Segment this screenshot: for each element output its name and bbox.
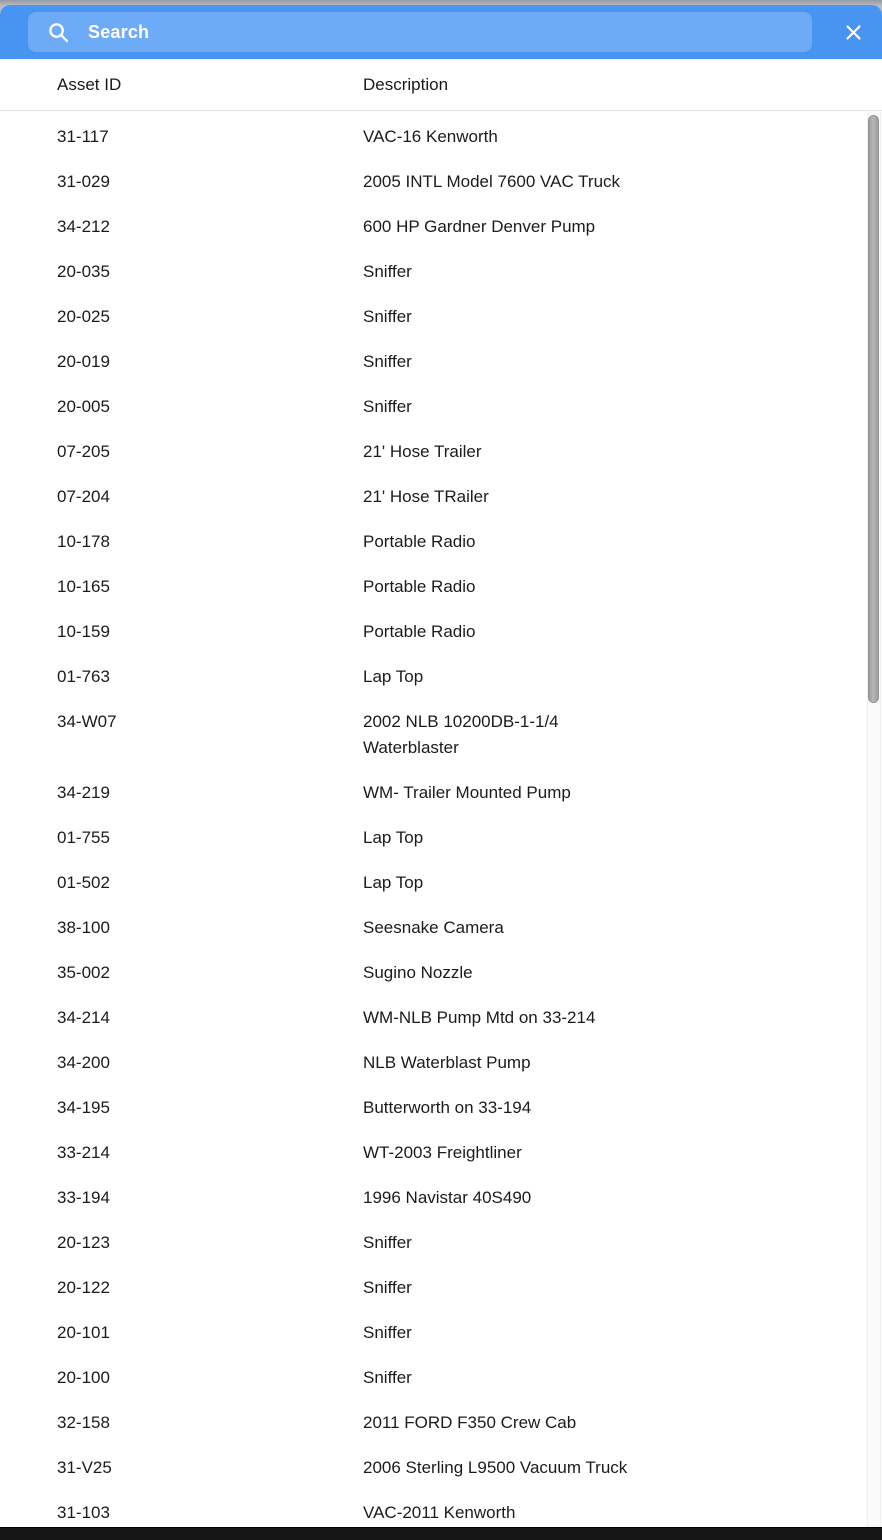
- column-header-asset-id: Asset ID: [57, 74, 122, 94]
- table-row[interactable]: [0, 1400, 882, 1445]
- asset-id-cell: 34-W07: [57, 711, 117, 731]
- table-row[interactable]: [0, 1130, 882, 1175]
- description-cell: Sniffer: [363, 396, 412, 416]
- table-row[interactable]: [0, 1040, 882, 1085]
- table-row[interactable]: [0, 1445, 882, 1490]
- asset-id-cell: 20-025: [57, 306, 110, 326]
- description-cell: WM- Trailer Mounted Pump: [363, 782, 571, 802]
- description-cell: WM-NLB Pump Mtd on 33-214: [363, 1007, 596, 1027]
- asset-id-cell: 33-194: [57, 1187, 110, 1207]
- description-cell: Sniffer: [363, 351, 412, 371]
- asset-id-cell: 01-502: [57, 872, 110, 892]
- table-row[interactable]: [0, 1310, 882, 1355]
- asset-id-cell: 33-214: [57, 1142, 110, 1162]
- description-cell: Sniffer: [363, 1232, 412, 1252]
- asset-id-cell: 32-158: [57, 1412, 110, 1432]
- table-row[interactable]: [0, 564, 882, 609]
- table-row[interactable]: [0, 1085, 882, 1130]
- description-cell: Butterworth on 33-194: [363, 1097, 532, 1117]
- description-cell: Lap Top: [363, 872, 424, 892]
- asset-id-cell: 31-V25: [57, 1457, 112, 1477]
- table-row[interactable]: [0, 770, 882, 815]
- table-row[interactable]: [0, 905, 882, 950]
- table-row[interactable]: [0, 339, 882, 384]
- search-placeholder: Search: [88, 21, 150, 42]
- asset-id-cell: 10-165: [57, 576, 110, 596]
- description-cell: Sniffer: [363, 261, 412, 281]
- asset-id-cell: 07-204: [57, 486, 110, 506]
- table-row[interactable]: [0, 815, 882, 860]
- close-button[interactable]: [844, 23, 862, 41]
- asset-id-cell: 34-212: [57, 216, 110, 236]
- asset-id-cell: 34-214: [57, 1007, 110, 1027]
- bottom-window-edge: [0, 1527, 882, 1540]
- description-cell: 21' Hose Trailer: [363, 441, 482, 461]
- table-row[interactable]: [0, 950, 882, 995]
- description-cell: 2006 Sterling L9500 Vacuum Truck: [363, 1457, 628, 1477]
- asset-id-cell: 31-103: [57, 1502, 110, 1522]
- description-cell: Sniffer: [363, 1367, 412, 1387]
- table-row[interactable]: [0, 1175, 882, 1220]
- description-cell: Sniffer: [363, 1277, 412, 1297]
- description-cell: Portable Radio: [363, 531, 476, 551]
- description-cell: VAC-2011 Kenworth: [363, 1502, 516, 1522]
- description-cell: WT-2003 Freightliner: [363, 1142, 522, 1162]
- asset-id-cell: 31-117: [57, 126, 109, 146]
- description-cell: VAC-16 Kenworth: [363, 126, 498, 146]
- asset-id-cell: 38-100: [57, 917, 110, 937]
- table-row[interactable]: [0, 159, 882, 204]
- table-row[interactable]: [0, 294, 882, 339]
- description-cell: 21' Hose TRailer: [363, 486, 489, 506]
- table-row[interactable]: [0, 384, 882, 429]
- table-row[interactable]: [0, 429, 882, 474]
- asset-id-cell: 20-100: [57, 1367, 110, 1387]
- search-bar: [0, 5, 882, 59]
- description-cell: 2011 FORD F350 Crew Cab: [363, 1412, 577, 1432]
- table-header: [0, 59, 882, 111]
- description-cell: 600 HP Gardner Denver Pump: [363, 216, 596, 236]
- asset-id-cell: 20-035: [57, 261, 110, 281]
- table-row[interactable]: [0, 204, 882, 249]
- search-icon: [48, 22, 69, 43]
- asset-table-body: [0, 111, 882, 1535]
- description-cell: Lap Top: [363, 666, 424, 686]
- table-row[interactable]: [0, 609, 882, 654]
- description-cell: Sniffer: [363, 1322, 412, 1342]
- description-cell: Lap Top: [363, 827, 424, 847]
- scrollbar-thumb[interactable]: [868, 115, 879, 703]
- asset-id-cell: 20-101: [57, 1322, 110, 1342]
- asset-id-cell: 10-159: [57, 621, 110, 641]
- asset-id-cell: 20-122: [57, 1277, 110, 1297]
- description-cell: Portable Radio: [363, 576, 476, 596]
- table-row[interactable]: [0, 1265, 882, 1310]
- asset-id-cell: 10-178: [57, 531, 110, 551]
- asset-id-cell: 34-219: [57, 782, 110, 802]
- description-cell: 1996 Navistar 40S490: [363, 1187, 532, 1207]
- asset-id-cell: 07-205: [57, 441, 110, 461]
- table-row[interactable]: [0, 860, 882, 905]
- table-row[interactable]: [0, 474, 882, 519]
- table-row[interactable]: [0, 654, 882, 699]
- description-cell: NLB Waterblast Pump: [363, 1052, 531, 1072]
- table-row[interactable]: [0, 1355, 882, 1400]
- description-cell: 2002 NLB 10200DB-1-1/4 Waterblaster: [363, 711, 559, 757]
- description-cell: Portable Radio: [363, 621, 476, 641]
- asset-id-cell: 31-029: [57, 171, 110, 191]
- asset-id-cell: 20-123: [57, 1232, 110, 1252]
- description-cell: Sniffer: [363, 306, 412, 326]
- table-row[interactable]: [0, 1220, 882, 1265]
- asset-id-cell: 20-005: [57, 396, 110, 416]
- asset-id-cell: 20-019: [57, 351, 110, 371]
- asset-id-cell: 01-763: [57, 666, 110, 686]
- asset-id-cell: 01-755: [57, 827, 110, 847]
- close-icon: [846, 25, 861, 40]
- asset-id-cell: 35-002: [57, 962, 110, 982]
- table-row[interactable]: [0, 249, 882, 294]
- description-cell: 2005 INTL Model 7600 VAC Truck: [363, 171, 621, 191]
- asset-id-cell: 34-195: [57, 1097, 110, 1117]
- description-cell: Seesnake Camera: [363, 917, 504, 937]
- asset-search-panel: [0, 5, 882, 1540]
- description-cell: Sugino Nozzle: [363, 962, 473, 982]
- table-row[interactable]: [0, 699, 882, 770]
- table-row[interactable]: [0, 995, 882, 1040]
- search-input[interactable]: [28, 12, 812, 52]
- asset-id-cell: 34-200: [57, 1052, 110, 1072]
- table-row[interactable]: [0, 519, 882, 564]
- table-row[interactable]: [0, 114, 882, 159]
- column-header-description: Description: [363, 74, 449, 94]
